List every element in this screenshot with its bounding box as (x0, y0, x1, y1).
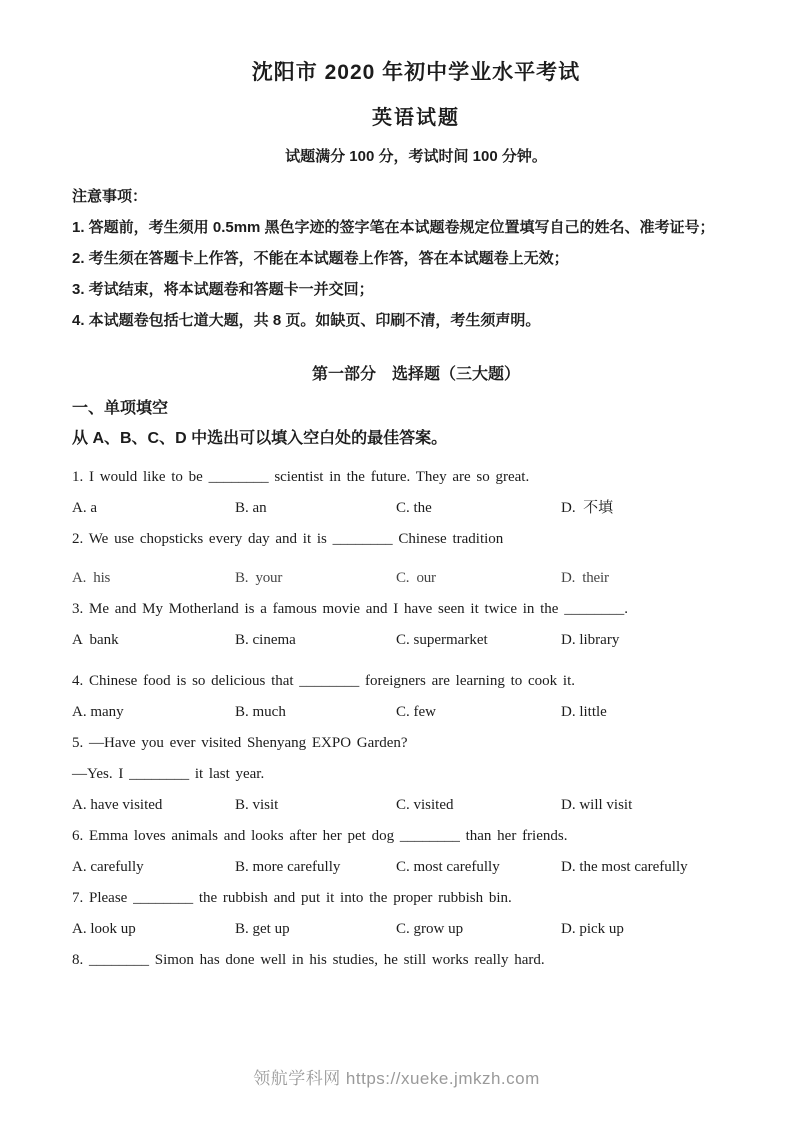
question-5-stem-line-2: —Yes. I ________ it last year. (72, 766, 265, 782)
question-6-option-d: D. the most carefully (561, 859, 688, 875)
notice-item-2: 2. 考生须在答题卡上作答，不能在本试题卷上作答，答在本试题卷上无效； (72, 250, 569, 267)
question-7-stem: 7. Please ________ the rubbish and put it into the proper rubbish bin. (72, 890, 512, 906)
notice-block (72, 182, 760, 336)
question-1-stem: 1. I would like to be ________ scientist in the future. They are so great. (72, 469, 530, 485)
notice-item-3: 3. 考试结束，将本试题卷和答题卡一并交回； (72, 281, 374, 298)
question-2-option-d: D. their (561, 570, 609, 586)
question-5-options (72, 790, 760, 821)
question-1-option-c: C. the (396, 500, 432, 516)
question-3 (72, 594, 760, 656)
question-7-option-c: C. grow up (396, 921, 464, 937)
question-2-options (72, 563, 760, 594)
question-6-stem: 6. Emma loves animals and looks after her pet dog ________ than her friends. (72, 828, 568, 844)
question-1 (72, 462, 760, 524)
question-4-option-c: C. few (396, 704, 436, 720)
question-8 (72, 945, 760, 976)
question-6-options (72, 852, 760, 883)
question-6-option-c: C. most carefully (396, 859, 500, 875)
question-2 (72, 524, 760, 594)
question-1-option-d: D. 不填 (561, 500, 614, 516)
question-4-stem: 4. Chinese food is so delicious that ________ foreigners are learning to cook it. (72, 673, 575, 689)
question-2-option-a: A. his (72, 570, 111, 586)
question-7-option-a: A. look up (72, 921, 136, 937)
question-4 (72, 666, 760, 728)
notice-item-4: 4. 本试题卷包括七道大题，共 8 页。如缺页、印刷不清，考生须声明。 (72, 312, 541, 329)
exam-title: 沈阳市 2020 年初中学业水平考试 (251, 61, 581, 84)
question-3-option-d: D. library (561, 632, 620, 648)
question-3-stem: 3. Me and My Motherland is a famous movie and I have seen it twice in the ________. (72, 601, 628, 617)
question-7-options (72, 914, 760, 945)
question-7-option-b: B. get up (235, 921, 290, 937)
question-4-option-d: D. little (561, 704, 607, 720)
question-1-option-a: A. a (72, 500, 97, 516)
exam-info: 试题满分 100 分，考试时间 100 分钟。 (285, 148, 547, 165)
notice-item-1: 1. 答题前，考生须用 0.5mm 黑色字迹的签字笔在本试题卷规定位置填写自己的姓名、准考证号； (72, 219, 715, 236)
notice-heading: 注意事项： (72, 188, 148, 205)
question-4-option-b: B. much (235, 704, 286, 720)
question-7-option-d: D. pick up (561, 921, 624, 937)
part-title: 第一部分 选择题（三大题） (311, 366, 520, 383)
question-6-option-b: B. more carefully (235, 859, 341, 875)
question-3-options (72, 625, 760, 656)
question-1-option-b: B. an (235, 500, 267, 516)
question-2-option-b: B. your (235, 570, 283, 586)
question-5 (72, 728, 760, 821)
section-instructions: 从 A、B、C、D 中选出可以填入空白处的最佳答案。 (72, 430, 448, 447)
watermark: 领航学科网 https://xueke.jmkzh.com (253, 1069, 540, 1088)
question-3-option-b: B. cinema (235, 632, 296, 648)
question-4-options (72, 697, 760, 728)
question-5-stem-line-1: 5. —Have you ever visited Shenyang EXPO Garden? (72, 735, 408, 751)
exam-subtitle: 英语试题 (372, 107, 460, 129)
question-1-options (72, 493, 760, 524)
question-3-option-c: C. supermarket (396, 632, 488, 648)
question-5-option-b: B. visit (235, 797, 279, 813)
question-3-option-a: A bank (72, 632, 119, 648)
question-5-option-d: D. will visit (561, 797, 633, 813)
question-6-option-a: A. carefully (72, 859, 144, 875)
question-7 (72, 883, 760, 945)
question-5-option-a: A. have visited (72, 797, 163, 813)
question-2-option-c: C. our (396, 570, 436, 586)
question-8-stem: 8. ________ Simon has done well in his studies, he still works really hard. (72, 952, 545, 968)
section-title: 一、单项填空 (72, 400, 169, 417)
question-6 (72, 821, 760, 883)
question-list (72, 462, 760, 976)
question-2-stem: 2. We use chopsticks every day and it is ________ Chinese tradition (72, 531, 504, 547)
question-5-option-c: C. visited (396, 797, 454, 813)
question-4-option-a: A. many (72, 704, 124, 720)
